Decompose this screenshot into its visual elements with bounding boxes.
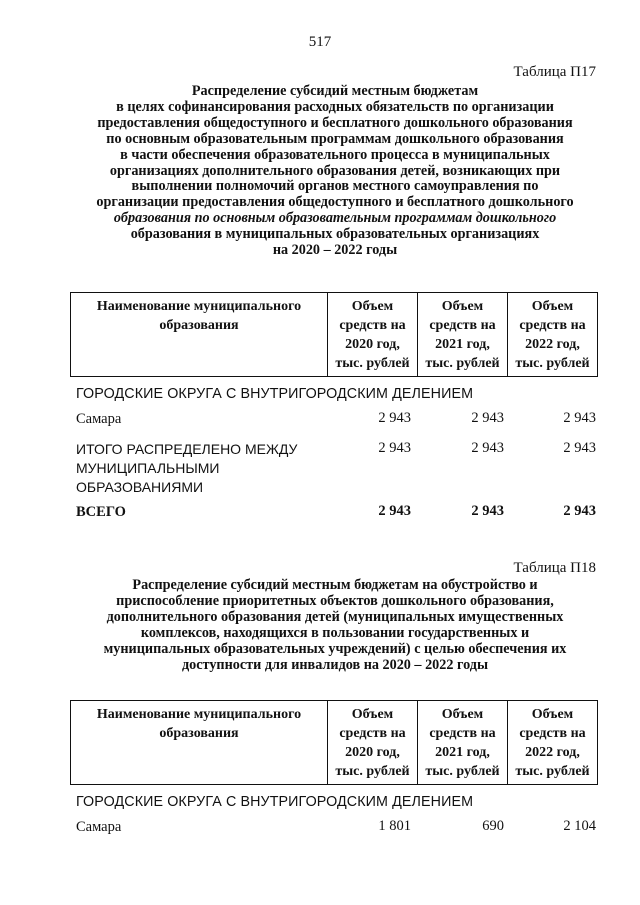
- header-municipality: Наименование муниципального образования: [71, 293, 328, 377]
- header-2020: Объем средств на 2020 год, тыс. рублей: [328, 701, 418, 785]
- row-value-2020: 2 943: [378, 410, 411, 426]
- row-name: Самара: [76, 411, 122, 427]
- caption-line: Распределение субсидий местным бюджетам на обустройство и: [132, 577, 538, 593]
- caption-line: Распределение субсидий местным бюджетам: [191, 83, 479, 99]
- header-2021: Объем средств на 2021 год, тыс. рублей: [418, 293, 508, 377]
- table-p17-label: Таблица П17: [513, 64, 596, 80]
- caption-line: в части обеспечения образовательного процесса в муниципальных: [120, 146, 550, 163]
- header-municipality: Наименование муниципального образования: [71, 701, 328, 785]
- table-p18-caption: [70, 578, 600, 673]
- section-title: ГОРОДСКИЕ ОКРУГА С ВНУТРИГОРОДСКИМ ДЕЛЕНИЕМ: [76, 794, 474, 810]
- row-value-2022: 2 104: [563, 818, 596, 834]
- caption-line: предоставления общедоступного и бесплатного дошкольного образования: [97, 114, 573, 131]
- table-p18-label: Таблица П18: [513, 560, 596, 576]
- row-name: ИТОГО РАСПРЕДЕЛЕНО МЕЖДУ МУНИЦИПАЛЬНЫМИ ОБРАЗОВАНИЯМИ: [76, 441, 298, 495]
- caption-line: комплексов, находящихся в пользовании государственных и: [140, 624, 530, 641]
- row-value-2022: 2 943: [563, 503, 596, 519]
- row-name: Самара: [76, 819, 122, 835]
- header-2021: Объем средств на 2021 год, тыс. рублей: [418, 701, 508, 785]
- caption-line: муниципальных образовательных учреждений) с целью обеспечения их: [103, 640, 567, 657]
- row-value-2021: 2 943: [471, 503, 504, 519]
- row-value-2022: 2 943: [563, 410, 596, 426]
- caption-line: образования в муниципальных образовательных организациях: [130, 226, 540, 243]
- caption-line: организации предоставления общедоступного и бесплатного дошкольного: [96, 194, 574, 211]
- caption-line: организациях дополнительного образования детей, возникающих при: [109, 162, 561, 179]
- row-value-2021: 690: [482, 818, 504, 834]
- header-2022: Объем средств на 2022 год, тыс. рублей: [508, 293, 598, 377]
- caption-line: по основным образовательным программам дошкольного образования: [106, 130, 564, 147]
- page-number: 517: [308, 34, 332, 50]
- table-p17-header: [70, 292, 598, 377]
- caption-line: образования по основным образовательным программам дошкольного: [113, 210, 557, 227]
- table-p18-header: [70, 700, 598, 785]
- header-2022: Объем средств на 2022 год, тыс. рублей: [508, 701, 598, 785]
- section-title: ГОРОДСКИЕ ОКРУГА С ВНУТРИГОРОДСКИМ ДЕЛЕНИЕМ: [76, 386, 474, 402]
- caption-line: выполнении полномочий органов местного самоуправления по: [131, 178, 539, 195]
- caption-line: дополнительного образования детей (муниципальных имущественных: [106, 608, 564, 625]
- caption-line: в целях софинансирования расходных обязательств по организации: [116, 98, 554, 115]
- header-2020: Объем средств на 2020 год, тыс. рублей: [328, 293, 418, 377]
- row-value-2021: 2 943: [471, 440, 504, 456]
- caption-line: доступности для инвалидов на 2020 – 2022 годы: [181, 656, 489, 673]
- row-value-2022: 2 943: [563, 440, 596, 456]
- row-value-2020: 2 943: [378, 503, 411, 519]
- row-value-2021: 2 943: [471, 410, 504, 426]
- caption-line: приспособление приоритетных объектов дошкольного образования,: [116, 592, 554, 609]
- row-value-2020: 1 801: [378, 818, 411, 834]
- row-name: ВСЕГО: [76, 504, 126, 520]
- table-p17-caption: [70, 84, 600, 259]
- row-value-2020: 2 943: [378, 440, 411, 456]
- caption-line: на 2020 – 2022 годы: [272, 242, 398, 259]
